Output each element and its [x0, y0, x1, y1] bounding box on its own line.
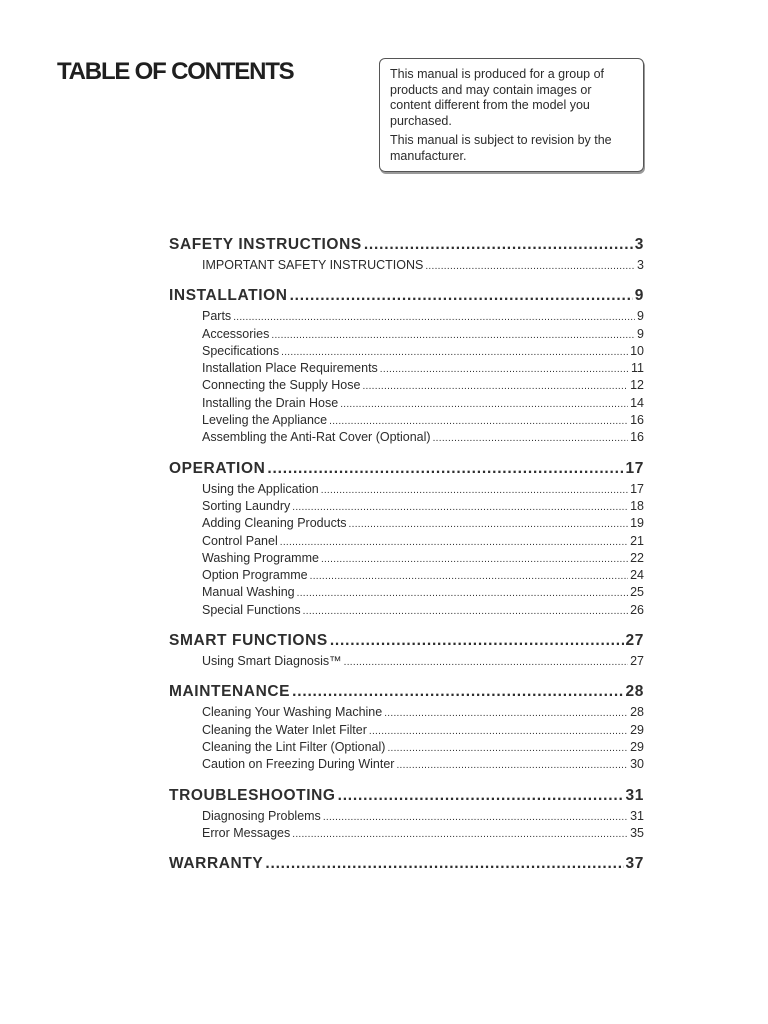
entry-title: Caution on Freezing During Winter [202, 757, 395, 772]
entry-page-number: 16 [630, 430, 644, 445]
entry-page-number: 24 [630, 568, 644, 583]
dot-leader [329, 416, 628, 427]
entry-title: Cleaning the Lint Filter (Optional) [202, 739, 386, 754]
dot-leader [425, 261, 635, 272]
entry-title: Parts [202, 309, 232, 324]
notice-text-revision: This manual is subject to revision by the manufacturer. [390, 133, 612, 163]
toc-entry[interactable] [202, 344, 644, 361]
entry-title: Error Messages [202, 825, 291, 840]
entry-title: Option Programme [202, 568, 308, 583]
section-title: SAFETY INSTRUCTIONS [169, 236, 362, 253]
section-page-number: 3 [634, 236, 644, 253]
dot-leader [362, 381, 628, 392]
dot-leader [323, 812, 628, 823]
toc-section [169, 683, 644, 774]
toc-section [169, 287, 644, 447]
entry-page-number: 29 [630, 739, 644, 754]
toc-section-heading[interactable] [169, 855, 644, 877]
section-title: OPERATION [169, 459, 266, 477]
dot-leader [387, 743, 628, 754]
entry-page-number: 11 [631, 361, 644, 376]
dot-leader [280, 537, 628, 548]
entry-title: Specifications [202, 343, 280, 358]
toc-section-heading[interactable] [169, 787, 644, 809]
dot-leader [265, 855, 623, 873]
manual-notice-box [379, 58, 644, 172]
section-page-number: 37 [625, 855, 644, 873]
entry-title: Control Panel [202, 533, 278, 548]
entry-page-number: 10 [630, 343, 644, 358]
dot-leader [267, 460, 623, 478]
toc-entry[interactable] [202, 757, 644, 774]
toc-entry[interactable] [202, 654, 644, 671]
toc-entry[interactable] [202, 309, 644, 326]
dot-leader [310, 571, 628, 582]
entry-title: Connecting the Supply Hose [202, 378, 361, 393]
toc-entry[interactable] [202, 327, 644, 344]
toc-entry[interactable] [202, 826, 644, 843]
entry-title: Leveling the Appliance [202, 413, 328, 428]
toc-entry[interactable] [202, 809, 644, 826]
entry-title: Washing Programme [202, 550, 319, 565]
entry-title: Special Functions [202, 602, 301, 617]
table-of-contents [169, 236, 644, 889]
section-page-number: 17 [625, 459, 644, 477]
section-title: INSTALLATION [169, 287, 288, 305]
dot-leader [321, 485, 628, 496]
dot-leader [396, 760, 628, 771]
entry-title: Diagnosing Problems [202, 808, 321, 823]
dot-leader [321, 554, 628, 565]
toc-entry[interactable] [202, 551, 644, 568]
toc-entry[interactable] [202, 413, 644, 430]
entry-page-number: 25 [630, 585, 644, 600]
dot-leader [349, 519, 629, 530]
dot-leader [330, 632, 624, 650]
entry-page-number: 18 [630, 498, 644, 513]
toc-entry[interactable] [202, 361, 644, 378]
notice-text-products: This manual is produced for a group of products and may contain images or content different from the model you purchased. [390, 67, 605, 128]
entry-page-number: 3 [637, 258, 644, 272]
dot-leader [338, 787, 624, 805]
toc-entry[interactable] [202, 482, 644, 499]
entry-page-number: 31 [630, 808, 644, 823]
toc-entry[interactable] [202, 378, 644, 395]
entry-page-number: 9 [637, 326, 644, 341]
entry-title: Cleaning Your Washing Machine [202, 705, 383, 720]
entry-title: Sorting Laundry [202, 498, 291, 513]
page-title: TABLE OF CONTENTS [57, 58, 294, 85]
dot-leader [271, 330, 635, 341]
entry-page-number: 29 [630, 722, 644, 737]
entry-title: Adding Cleaning Products [202, 516, 347, 531]
entry-title: Installation Place Requirements [202, 361, 378, 376]
entry-page-number: 21 [630, 533, 644, 548]
entry-page-number: 19 [630, 516, 644, 531]
entry-title: Accessories [202, 326, 270, 341]
toc-entry[interactable] [202, 705, 644, 722]
entry-title: Installing the Drain Hose [202, 395, 339, 410]
toc-entry[interactable] [202, 516, 644, 533]
toc-entry[interactable] [202, 258, 644, 275]
toc-entry[interactable] [202, 568, 644, 585]
entry-page-number: 22 [630, 550, 644, 565]
toc-section [169, 632, 644, 671]
toc-entry[interactable] [202, 499, 644, 516]
dot-leader [380, 364, 629, 375]
toc-section [169, 787, 644, 844]
dot-leader [344, 657, 628, 668]
toc-entry[interactable] [202, 585, 644, 602]
dot-leader [292, 829, 628, 840]
entry-page-number: 35 [630, 825, 644, 840]
toc-entry[interactable] [202, 396, 644, 413]
dot-leader [433, 433, 629, 444]
section-page-number: 31 [625, 786, 644, 804]
section-title: TROUBLESHOOTING [169, 786, 336, 804]
toc-entry[interactable] [202, 740, 644, 757]
section-title: WARRANTY [169, 855, 264, 873]
section-title: SMART FUNCTIONS [169, 632, 328, 650]
entry-page-number: 16 [630, 413, 644, 428]
entry-page-number: 17 [630, 481, 644, 496]
entry-page-number: 30 [630, 757, 644, 772]
dot-leader [292, 502, 628, 513]
section-page-number: 9 [634, 287, 644, 305]
entry-title: Assembling the Anti-Rat Cover (Optional) [202, 430, 431, 445]
dot-leader [290, 287, 633, 305]
dot-leader [369, 726, 628, 737]
dot-leader [303, 606, 628, 617]
dot-leader [297, 588, 628, 599]
toc-section-heading[interactable] [169, 460, 644, 482]
dot-leader [292, 683, 623, 701]
entry-title: Using the Application [202, 481, 319, 496]
toc-entry[interactable] [202, 723, 644, 740]
entry-page-number: 28 [630, 705, 644, 720]
entry-page-number: 9 [637, 309, 644, 324]
toc-section-heading[interactable] [169, 632, 644, 654]
entry-page-number: 12 [630, 378, 644, 393]
dot-leader [233, 312, 635, 323]
dot-leader [384, 708, 628, 719]
entry-page-number: 26 [630, 602, 644, 617]
dot-leader [340, 399, 628, 410]
toc-section-heading[interactable] [169, 683, 644, 705]
toc-entry[interactable] [202, 534, 644, 551]
entry-page-number: 27 [630, 654, 644, 669]
section-page-number: 28 [625, 683, 644, 701]
toc-section [169, 855, 644, 877]
toc-section [169, 236, 644, 275]
entry-page-number: 14 [630, 395, 644, 410]
entry-title: Manual Washing [202, 585, 295, 600]
toc-section [169, 460, 644, 620]
section-title: MAINTENANCE [169, 683, 291, 701]
dot-leader [281, 347, 628, 358]
section-page-number: 27 [625, 632, 644, 650]
toc-entry[interactable] [202, 430, 644, 447]
entry-title: IMPORTANT SAFETY INSTRUCTIONS [202, 258, 424, 272]
entry-title: Cleaning the Water Inlet Filter [202, 722, 367, 737]
toc-entry[interactable] [202, 603, 644, 620]
entry-title: Using Smart Diagnosis™ [202, 654, 342, 669]
dot-leader [364, 236, 633, 254]
toc-section-heading[interactable] [169, 236, 644, 258]
toc-section-heading[interactable] [169, 287, 644, 309]
